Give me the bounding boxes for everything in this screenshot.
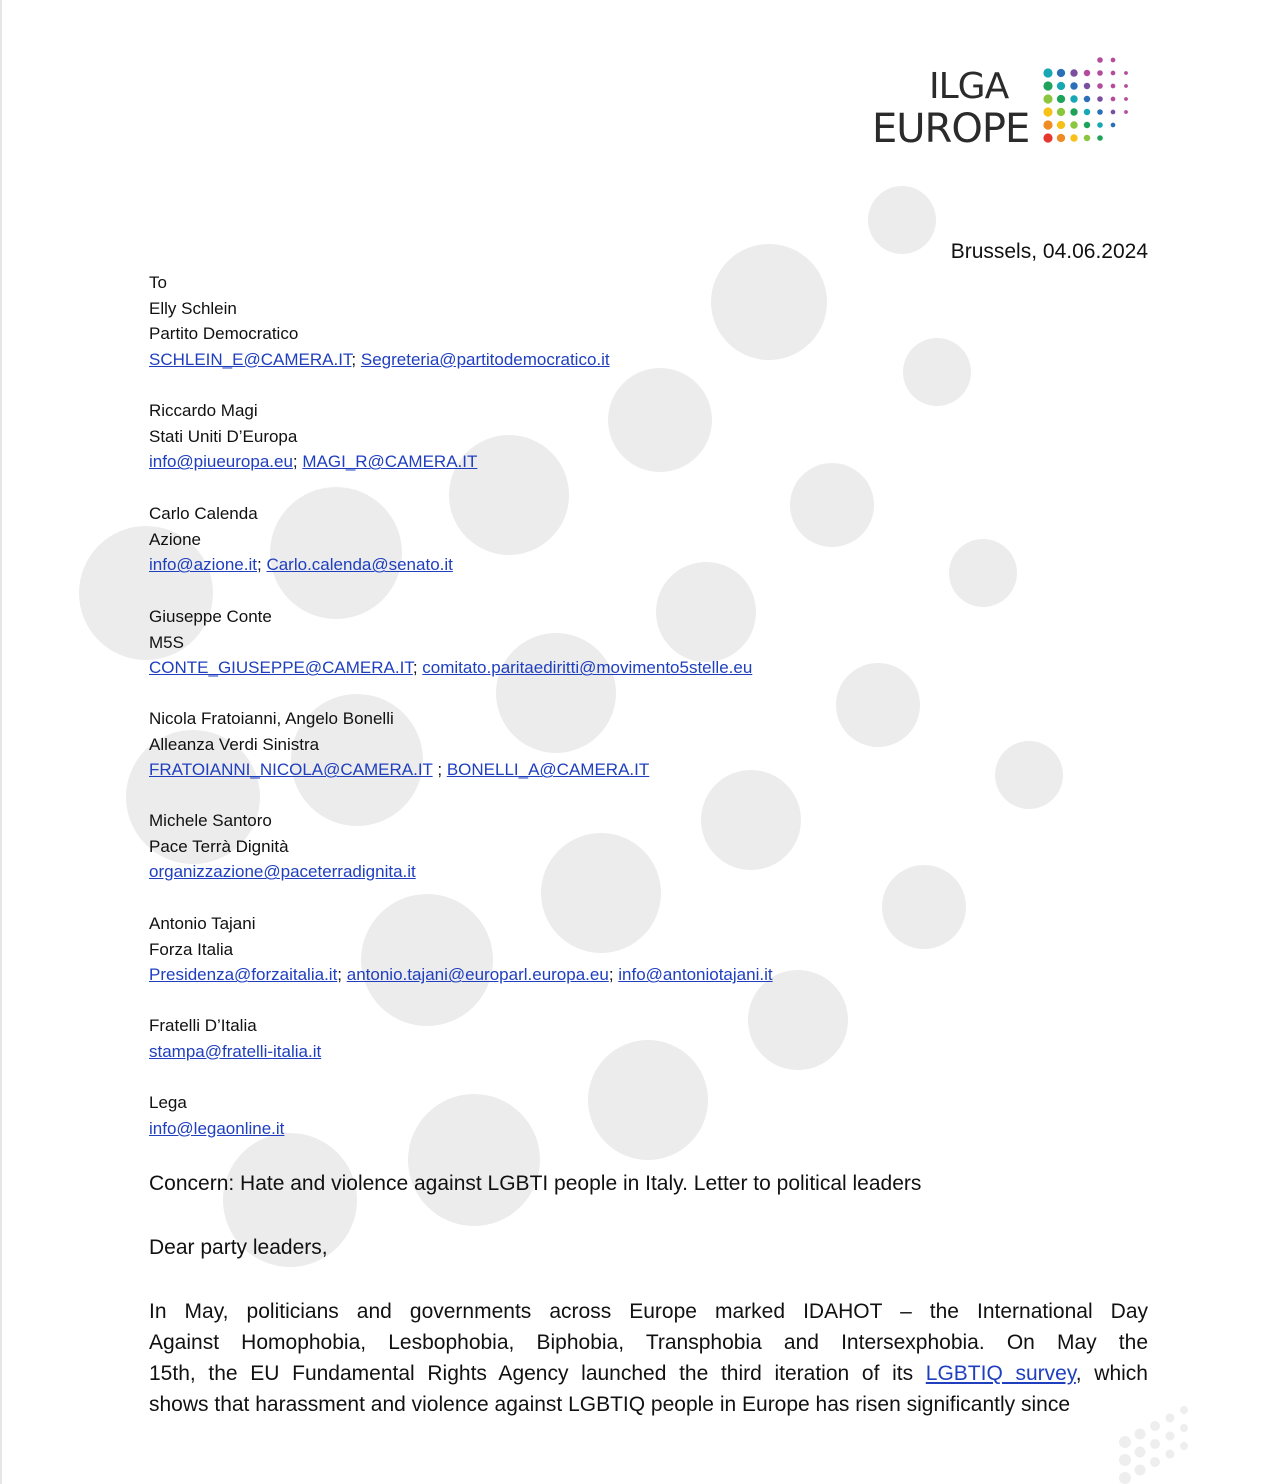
paragraph-text: , which xyxy=(1075,1362,1148,1385)
recipient-name: Lega xyxy=(149,1093,187,1112)
recipient-emails: FRATOIANNI_NICOLA@CAMERA.IT ; BONELLI_A@CAMERA.IT xyxy=(149,760,650,780)
recipient-emails: SCHLEIN_E@CAMERA.IT; Segreteria@partitodemocratico.it xyxy=(149,349,610,369)
recipient-block xyxy=(149,808,416,885)
email-link[interactable]: info@legaonline.it xyxy=(149,1118,285,1138)
recipient-name: Elly Schlein xyxy=(149,298,237,318)
email-link[interactable]: Presidenza@forzaitalia.it xyxy=(149,965,338,985)
recipient-name: Giuseppe Conte xyxy=(149,607,272,626)
paragraph-text: 15th, the EU Fundamental Rights Agency launched the third iteration of its xyxy=(149,1362,926,1385)
recipients-intro: To xyxy=(149,273,167,292)
recipient-block xyxy=(149,911,773,988)
email-link[interactable]: stampa@fratelli-italia.it xyxy=(149,1041,322,1061)
email-link[interactable]: MAGI_R@CAMERA.IT xyxy=(302,452,478,472)
recipient-emails xyxy=(149,1039,321,1065)
body-paragraph xyxy=(149,1296,1148,1420)
email-link[interactable]: Segreteria@partitodemocratico.it xyxy=(360,349,610,369)
recipient-name: Michele Santoro xyxy=(149,811,272,830)
email-link[interactable]: antonio.tajani@europarl.europa.eu xyxy=(346,965,609,985)
logo-word-europe: EUROPE xyxy=(872,106,1030,152)
recipient-party: Partito Democratico xyxy=(149,324,299,344)
recipient-party: M5S xyxy=(149,632,184,652)
recipient-name: Riccardo Magi xyxy=(149,401,258,420)
recipient-block xyxy=(149,1090,284,1141)
recipient-name: Carlo Calenda xyxy=(149,504,258,523)
recipient-emails: CONTE_GIUSEPPE@CAMERA.IT; comitato.paritaediritti@movimento5stelle.eu xyxy=(149,658,753,678)
email-link[interactable]: info@azione.it xyxy=(149,555,257,575)
email-link[interactable]: SCHLEIN_E@CAMERA.IT xyxy=(149,349,352,369)
email-link[interactable]: BONELLI_A@CAMERA.IT xyxy=(446,760,650,780)
email-link[interactable]: comitato.paritaediritti@movimento5stelle.eu xyxy=(422,658,753,678)
recipient-party: Azione xyxy=(149,529,201,549)
recipient-emails xyxy=(149,1116,284,1142)
email-link[interactable]: FRATOIANNI_NICOLA@CAMERA.IT xyxy=(149,760,433,780)
recipient-name: Fratelli D’Italia xyxy=(149,1016,257,1035)
email-link[interactable]: CONTE_GIUSEPPE@CAMERA.IT xyxy=(149,658,413,678)
lgbtiq-survey-link[interactable]: LGBTIQ survey xyxy=(925,1362,1076,1385)
recipient-emails: info@azione.it; Carlo.calenda@senato.it xyxy=(149,555,453,575)
recipient-party: Stati Uniti D’Europa xyxy=(149,426,298,446)
letter-date: Brussels, 04.06.2024 xyxy=(950,240,1148,263)
recipient-name: Nicola Fratoianni, Angelo Bonelli xyxy=(149,709,394,728)
recipient-party: Pace Terrà Dignità xyxy=(149,836,289,856)
paragraph-line: shows that harassment and violence against LGBTIQ people in Europe has risen significantly since xyxy=(149,1393,1071,1416)
recipient-block xyxy=(149,604,752,681)
letter-subject: Concern: Hate and violence against LGBTI people in Italy. Letter to political leaders xyxy=(149,1172,922,1195)
recipient-party: Alleanza Verdi Sinistra xyxy=(149,734,320,754)
letter-salutation: Dear party leaders, xyxy=(149,1236,328,1259)
recipient-block xyxy=(149,398,477,475)
recipients-intro-block xyxy=(149,270,610,372)
recipient-name: Antonio Tajani xyxy=(149,914,256,933)
recipient-block xyxy=(149,501,453,578)
paragraph-line: Against Homophobia, Lesbophobia, Biphobia, Transphobia and Intersexphobia. On May the xyxy=(149,1331,1148,1354)
email-link[interactable]: info@piueuropa.eu xyxy=(149,452,293,472)
recipient-block xyxy=(149,706,649,783)
email-link[interactable]: info@antoniotajani.it xyxy=(618,965,773,985)
logo-word-ilga: ILGA xyxy=(929,66,1009,107)
paragraph-line xyxy=(149,1358,1148,1389)
paragraph-line: In May, politicians and governments across Europe marked IDAHOT – the International Day xyxy=(149,1300,1148,1323)
recipient-party: Forza Italia xyxy=(149,939,234,959)
email-link[interactable]: organizzazione@paceterradignita.it xyxy=(149,862,416,882)
recipient-emails: Presidenza@forzaitalia.it; antonio.tajani@europarl.europa.eu; info@antoniotajani.it xyxy=(149,965,773,985)
recipient-emails xyxy=(149,859,416,885)
recipient-block xyxy=(149,1013,321,1064)
recipient-emails: info@piueuropa.eu; MAGI_R@CAMERA.IT xyxy=(149,452,478,472)
email-link[interactable]: Carlo.calenda@senato.it xyxy=(266,555,453,575)
